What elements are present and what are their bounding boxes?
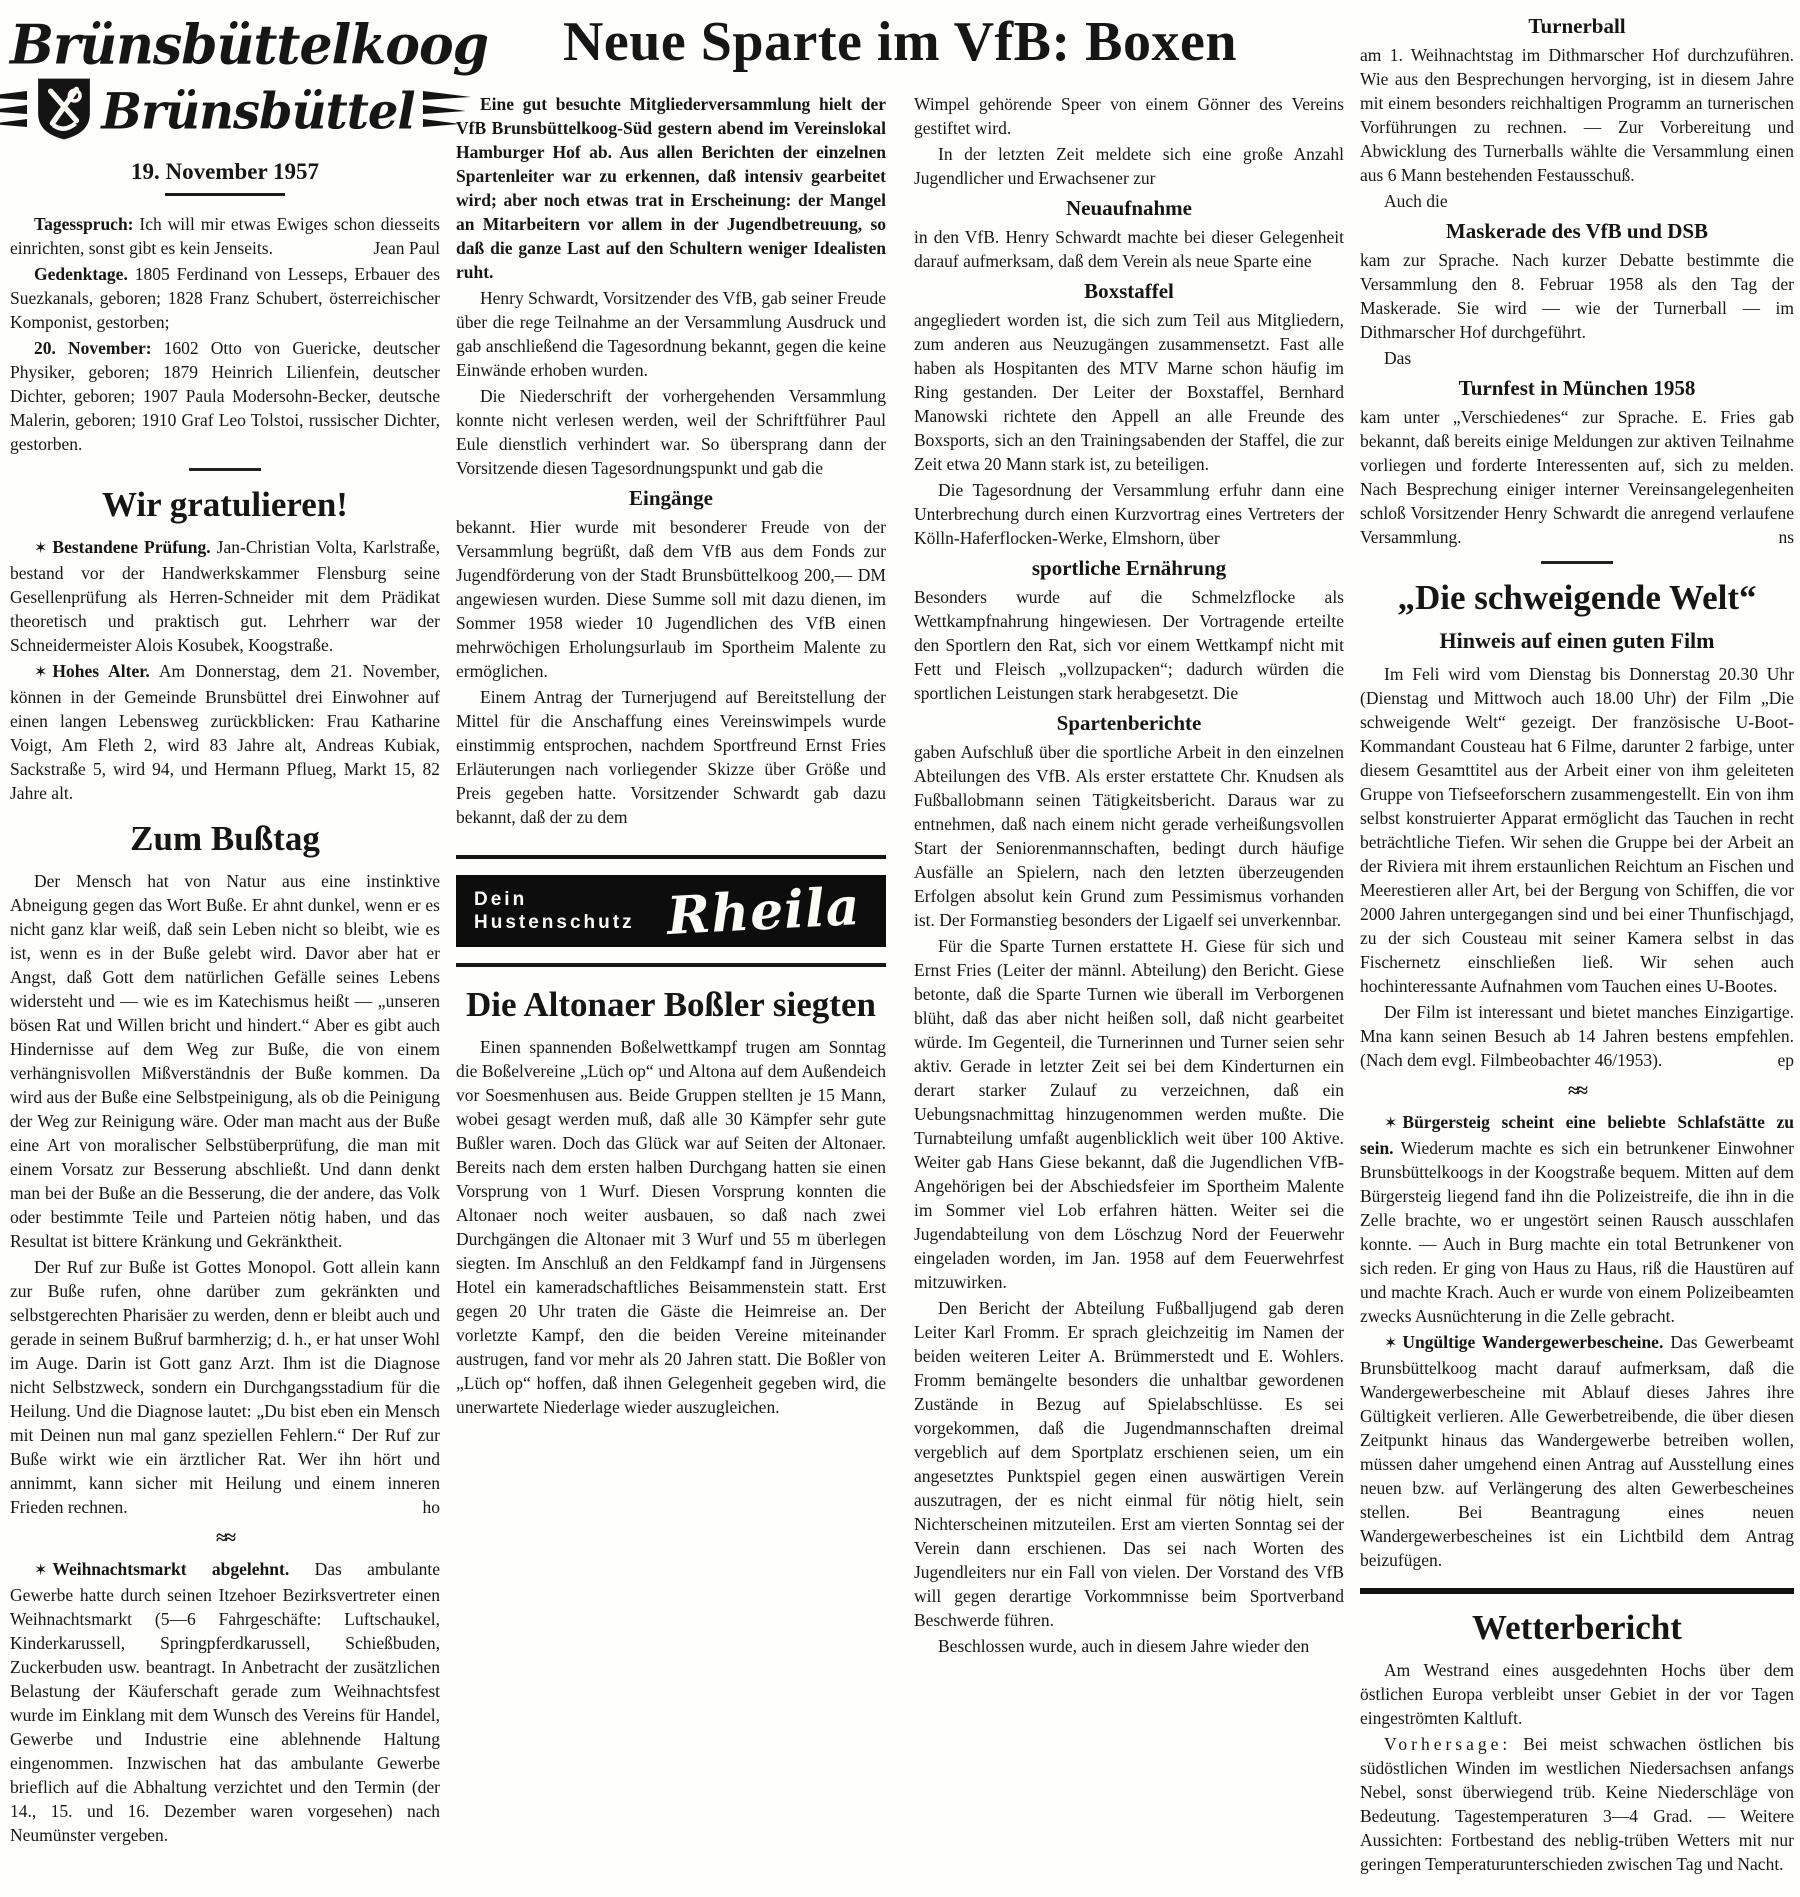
star-icon: ✶	[34, 540, 48, 557]
film-subtitle: Hinweis auf einen guten Film	[1439, 628, 1715, 653]
vfb-continuation-9: Den Bericht der Abteilung Fußballjugend gab deren Leiter Karl Fromm. Er sprach gleichzeitig im Namen der beiden weiteren Leiter A. Brümmerstedt und E. Wohlers. Fromm bemängelte besonders die unhaltbar gewordenen Zustände in Bezug auf Spielabschlüsse. Es sei vorgekommen, daß die Jugendmannschaften dreimal vergeblich auf dem Sportplatz erschienen seien, um ein angesetztes Punktspiel gegen einen auswärtigen Verein auszutragen, der es nicht einmal für nötig hielt, sein Nichterscheinen mitzuteilen. Erst am vierten Sonntag sei der Verein dann erschienen. Das sei nach Worten des Jugendleiters nur ein Fall von vielen. Der Vorstand des VfB will gegen derartige Vorkommnisse beim Sportverband Beschwerde führen.	[914, 1298, 1344, 1630]
coat-of-arms-icon	[35, 76, 93, 147]
section-divider	[189, 468, 261, 471]
vfb-continuation-2: In der letzten Zeit meldete sich eine große Anzahl Jugendlicher und Erwachsener zur	[914, 144, 1344, 188]
subhead-sportliche-ernaehrung: sportliche Ernährung	[1031, 556, 1227, 580]
vfb-continuation-5: Die Tagesordnung der Versammlung erfuhr dann eine Unterbrechung durch einen Kurzvortrag eines Vertreters der Kölln-Haferflocken-Werke, Elmshorn, über	[914, 480, 1344, 548]
vorhersage-text: Bei meist schwachen östlichen bis südöstlichen Winden im westlichen Niedersachsen anfangs Nebel, sonst überwiegend trüb. Keine Niederschläge von Bedeutung. Tagestemperaturen 3—4 Grad. — Weitere Aussichten: Fortbestand des neblig-trüben Wetters mit nur geringen Temperaturunterschieden zwischen Tag und Nacht.	[1360, 1734, 1794, 1874]
pruefung-paragraph	[10, 535, 440, 657]
turnerball-paragraph: am 1. Weihnachtstag im Dithmarscher Hof durchzuführen. Wie aus den Besprechungen hervorging, ist in diesem Jahre mit einem besonders reichhaltigen Programm an turnerischen Vorführungen zu rechnen. — Zur Vorbereitung und Abwicklung des Turnerballs wählte die Versammlung einen aus 6 Mann bestehenden Festausschuß.	[1360, 45, 1794, 185]
hohes-alter-label: Hohes Alter.	[52, 661, 150, 681]
date-rule	[165, 193, 285, 196]
boessler-title: Die Altonaer Boßler siegten	[466, 985, 876, 1024]
tagesspruch-label: Tagesspruch:	[34, 214, 134, 234]
masthead	[10, 8, 489, 196]
buergersteig-text: Wiederum machte es sich ein betrunkener Einwohner Brunsbüttelkoogs in der Koogstraße bequem. Mitten auf dem Bürgersteig liegend fand ihn die Polizeistreife, die ihn in die Zelle brachte, wo er ungestört seinen Rausch ausschlafen konnte. — Auch in Burg machte ein total Betrunkener von sich reden. Er ging von Haus zu Haus, riß die Haustüren auf und machte Krach. Auch er wurde von einem Polizeibeamten zwecks Ausnüchterung in die Zelle gebracht.	[1360, 1138, 1794, 1326]
turnfest-signature: ns	[1778, 527, 1794, 547]
rheila-advertisement	[456, 875, 886, 947]
weihnachtsmarkt-label: Weihnachtsmarkt abgelehnt.	[52, 1559, 290, 1579]
ad-slogan-line1: Dein	[474, 889, 528, 910]
wetter-paragraph-1: Am Westrand eines ausgedehnten Hochs über dem östlichen Europa verbleibt unser Gebiet in der vor Tagen eingeströmten Kaltluft.	[1360, 1660, 1794, 1728]
masthead-title-line1: Brünsbüttelkoog	[10, 13, 489, 78]
auch-die-line: Auch die	[1384, 191, 1448, 211]
ad-slogan-line2: Hustenschutz	[474, 912, 635, 933]
star-icon: ✶	[1384, 1335, 1398, 1352]
buergersteig-label: Bürgersteig scheint eine beliebte Schlafstätte zu sein.	[1360, 1112, 1794, 1158]
column-3	[914, 92, 1344, 1660]
ad-brand-name: Rheila	[665, 875, 862, 947]
star-icon: ✶	[34, 664, 48, 681]
subhead-turnerball: Turnerball	[1528, 14, 1626, 38]
boessler-paragraph: Einen spannenden Boßelwettkampf trugen am Sonntag die Boßelvereine „Lüch op“ und Altona auf dem Außendeich vor Soesmenhusen aus. Beide Gruppen stellten je 15 Mann, wobei gesagt werden muß, daß alle 30 Kämpfer sehr gute Bußler waren. Doch das Glück war auf Seiten der Altonaer. Bereits nach dem ersten halben Durchgang hatten sie einen Vorsprung von 1 Wurf. Diesen Vorsprung konnten die Altonaer noch weiter ausbauen, so daß nach zwei Durchgängen die Altonaer mit 3 Wurf und 55 m überlegen siegten. Im Anschluß an den Feldkampf fand in Jürgensens Hotel ein kameradschaftliches Beisammenstein statt. Erst gegen 20 Uhr traten die Gäste die Heimreise an. Der vorletzte Kampf, den die beiden Vereine miteinander austrugen, fand vor mehr als 20 Jahren statt. Die Boßler von „Lüch op“ hoffen, daß ihnen Gelegenheit gegeben wird, die unerwartete Niederlage wieder auszugleichen.	[456, 1037, 886, 1417]
vorhersage-label: Vorhersage:	[1384, 1734, 1512, 1754]
vfb-paragraph-4: bekannt. Hier wurde mit besonderer Freude von der Versammlung begrüßt, daß dem VfB aus dem Fonds zur Jugendförderung von der Stadt Brunsbüttelkoog 200,— DM angewiesen wurden. Diese Summe soll mit dazu dienen, im Sommer 1958 wieder 10 Jugendlichen des VfB einen mehrwöchigen Erholungsurlaub im Sportheim Malente zu ermöglichen.	[456, 517, 886, 681]
das-line: Das	[1384, 348, 1412, 368]
squiggle-ornament: ≈≈	[1568, 1080, 1586, 1102]
vfb-lead-paragraph: Eine gut besuchte Mitgliederversammlung hielt der VfB Brunsbüttelkoog-Süd gestern abend im Vereinslokal Hamburger Hof ab. Aus allen Berichten der einzelnen Spartenleiter war zu erkennen, daß intensiv gearbeitet wird; aber noch etwas trat in Erscheinung: der Mangel an Mitarbeitern vor allem in der Jugendbetreuung, so daß die ganze Last auf den Schultern weniger Idealisten ruht.	[456, 94, 886, 282]
vfb-continuation-8: Für die Sparte Turnen erstattete H. Giese für sich und Ernst Fries (Leiter der männl. Abteilung) den Bericht. Giese betonte, daß die Sparte Turnen wie überall im Verborgenen blüht, daß das aber nicht heißen soll, daß nicht gearbeitet würde. Im Gegenteil, die Turnerinnen und Turner seien sehr aktiv. Gerade in letzter Zeit sei bei dem Kinderturnen ein derart starker Zulauf zu verzeichnen, daß ein Uebungsnachmittag hinzugenommen werden mußte. Die Turnabteilung umfaßt augenblicklich weit über 100 Aktive. Weiter gab Hans Giese bekannt, daß die Jugendlichen VfB-Angehörigen bei der Abschiedsfeier im Sportheim Malente im Sommer viel Lob erfahren hätten. Weiter sei die Jugendabteilung von dem Löschzug Nord der Feuerwehr eingeladen worden, im Jan. 1958 auf dem Feuerwehrfest mitzuwirken.	[914, 936, 1344, 1292]
vfb-continuation-3: in den VfB. Henry Schwardt machte bei dieser Gelegenheit darauf aufmerksam, daß dem Verein als neue Sparte eine	[914, 227, 1344, 271]
heavy-rule	[1360, 1588, 1794, 1594]
pruefung-text: Jan-Christian Volta, Karlstraße, bestand vor der Handwerkskammer Flensburg seine Gesellenprüfung als Herren-Schneider mit dem Prädikat theoretisch und praktisch gut. Lehrherr war der Schneidermeister Alois Kosubek, Koogstraße.	[10, 537, 441, 655]
vfb-continuation-1: Wimpel gehörende Speer von einem Gönner des Vereins gestiftet wird.	[914, 94, 1344, 138]
tagesspruch-author: Jean Paul	[373, 238, 440, 258]
issue-date: 19. November 1957	[130, 159, 320, 184]
gedenktage-paragraph	[10, 262, 440, 334]
film-title: „Die schweigende Welt“	[1397, 578, 1757, 617]
subhead-spartenberichte: Spartenberichte	[1056, 711, 1202, 735]
advertisement-frame	[456, 855, 886, 967]
subhead-eingaenge: Eingänge	[628, 486, 714, 510]
turnfest-paragraph	[1360, 405, 1794, 549]
maskerade-paragraph: kam zur Sprache. Nach kurzer Debatte bestimmte die Versammlung den 8. Februar 1958 als den Tag der Maskerade. Sie wird — wie der Turnerball — im Dithmarscher Hof durchgeführt.	[1360, 250, 1794, 342]
november20-label: 20. November:	[34, 338, 152, 358]
wetterbericht-title: Wetterbericht	[1472, 1608, 1682, 1647]
squiggle-ornament: ≈≈	[216, 1527, 234, 1549]
film-paragraph-1: Im Feli wird vom Dienstag bis Donnerstag 20.30 Uhr (Dienstag und Mittwoch auch 18.00 Uhr) der Film „Die schweigende Welt“ gezeigt. Der französische U-Boot-Kommandant Cousteau hat 6 Filme, darunter 2 farbige, unter diesem Gesamttitel aus der Arbeit einer von ihm geleiteten Gruppe von Tiefseeforschern zusammengestellt. Ein von ihm selbst konstruierter Apparat ermöglicht das Tauchen in recht beträchtliche Tiefen. Wir sehen die Gruppe bei der Arbeit an der Riviera mit ihrem erstaunlichen Reichtum an Fischen und Meerestieren aller Art, bei der Bergung von Schiffen, die vor 2000 Jahren untergegangen sind und bei einer Thunfischjagd, zu der sich Cousteau mit seiner Kamera selbst in das Fischernetz einschließen ließ. Wir sehen auch hochinteressante Aufnahmen vom Tauchen eines U-Bootes.	[1360, 664, 1794, 996]
film-paragraph-2	[1360, 1000, 1794, 1072]
hohes-alter-text: Am Donnerstag, dem 21. November, können in der Gemeinde Brunsbüttel drei Einwohner auf einen langen Lebensweg zurückblicken: Frau Katharine Voigt, Am Fleth 2, wird 83 Jahre alt, Andreas Kubiak, Sackstraße 5, wird 94, und Hermann Pflueg, Markt 15, 82 Jahre alt.	[10, 661, 441, 803]
gratulieren-title: Wir gratulieren!	[102, 485, 348, 524]
busstag-signature: ho	[422, 1497, 440, 1517]
busstag-paragraph-2	[10, 1255, 440, 1519]
film-signature: ep	[1777, 1050, 1794, 1070]
column-4	[1360, 8, 1794, 1897]
tagesspruch-text: Ich will mir etwas Ewiges schon diesseits einrichten, sonst gibt es kein Jenseits.	[10, 214, 440, 258]
pruefung-label: Bestandene Prüfung.	[52, 537, 211, 557]
column-2	[456, 92, 886, 1660]
wetter-paragraph-2	[1360, 1732, 1794, 1876]
vfb-paragraph-3: Die Niederschrift der vorhergehenden Versammlung konnte nicht verlesen werden, weil der Schriftführer Paul Eule dienstlich verhindert war. So übersprang dann der Vorsitzende diesen Tagesordnungspunkt und gab die	[456, 386, 886, 478]
wandergewerbe-label: Ungültige Wandergewerbescheine.	[1402, 1332, 1664, 1352]
turnfest-text: kam unter „Verschiedenes“ zur Sprache. E. Fries gab bekannt, daß bereits einige Meldungen zur aktiven Teilnahme vorliegen und forderte Interessenten auf, sich zu melden. Nach Besprechung einiger interner Vereinsangelegenheiten schloß Vorsitzender Henry Schwardt die anregend verlaufene Versammlung.	[1360, 407, 1794, 547]
november20-paragraph	[10, 336, 440, 456]
busstag-title: Zum Bußtag	[130, 819, 320, 858]
gedenktage-text: 1805 Ferdinand von Lesseps, Erbauer des Suezkanals, geboren; 1828 Franz Schubert, österreichischer Komponist, gestorben;	[10, 264, 441, 332]
weihnachtsmarkt-paragraph	[10, 1557, 440, 1847]
middle-section	[456, 8, 1344, 1897]
subhead-turnfest: Turnfest in München 1958	[1458, 376, 1696, 400]
busstag-paragraph-1: Der Mensch hat von Natur aus eine instinktive Abneigung gegen das Wort Buße. Er ahnt dunkel, wenn er es nicht ganz klar weiß, daß sein Leben nicht so bleibt, wie es ist, wenn es in der Buße gelebt wird. Davor aber hat er Angst, daß Gott dem natürlichen Gefälle seines Lebens widersteht und — wie es im Katechismus heißt — „unseren bösen Rat und Willen bricht und hindert.“ Aber es gibt auch Hindernisse auf dem Weg zur Buße, die von einem verhängnisvollen Mißverständnis der Buße kommen. Da wird aus der Buße eine Selbstpeinigung, als ob die Peinigung der Weg zur Reinigung wäre. Oder man macht aus der Buße eine Art von moralischer Selbstüberprüfung, die man mit einem Vorsatz zur Besserung abschließt. Und dann denkt man bei der Buße an die Besserung, die der andere, das Volk oder bestimmte Teile und Parteien nötig haben, und das Resultat ist bittere Kränkung und Gekränktheit.	[10, 871, 440, 1251]
november20-text: 1602 Otto von Guericke, deutscher Physiker, geboren; 1879 Heinrich Lilienfein, deutscher Dichter, geboren; 1907 Paula Modersohn-Becker, deutsche Malerin, geboren; 1910 Graf Leo Tolstoi, russischer Dichter, gestorben.	[10, 338, 441, 454]
vfb-paragraph-2: Henry Schwardt, Vorsitzender des VfB, gab seiner Freude über die rege Teilnahme an der Versammlung Ausdruck und gab anschließend die Tagesordnung bekannt, gegen die keine Einwände erhoben wurden.	[456, 288, 886, 380]
star-icon: ✶	[34, 1562, 48, 1579]
subhead-neuaufnahme: Neuaufnahme	[1065, 196, 1192, 220]
wandergewerbe-paragraph	[1360, 1330, 1794, 1572]
section-divider	[1541, 561, 1613, 564]
tagesspruch-paragraph	[10, 212, 440, 260]
film-text-2: Der Film ist interessant und bietet manches Einzigartige. Mna kann seinen Besuch ab 14 Jahren bestens empfehlen. (Nach dem evgl. Filmbeobachter 46/1953).	[1360, 1002, 1794, 1070]
masthead-title-line2-row	[10, 76, 440, 147]
wandergewerbe-text: Das Gewerbeamt Brunsbüttelkoog macht darauf aufmerksam, daß die Wandergewerbescheine mit Ablauf dieses Jahres ihre Gültigkeit verlieren. Alle Gewerbetreibende, die über diesen Zeitpunkt hinaus das Wandergewerbe betreiben wollen, müssen daher umgehend einen Antrag auf Ausstellung eines neuen bzw. auf Verlängerung des alten Gewerbescheines stellen. Bei Beantragung eines neuen Wandergewerbescheines ist ein Lichtbild dem Antrag beizufügen.	[1360, 1332, 1794, 1570]
busstag-text-2: Der Ruf zur Buße ist Gottes Monopol. Gott allein kann zur Buße rufen, ohne darüber zum gekränkten und selbstgerechten Pharisäer zu werden, denn er bleibt auch und gerade in seinem Bußruf barmherzig; d. h., er hat unser Wohl im Auge. Darin ist Gott ganz Arzt. Ihm ist die Diagnose nicht Selbstzweck, sondern ein Durchgangsstadium für die Heilung. Und die Diagnose lautet: „Du bist eben ein Mensch mit Deinen nun mal ganz speziellen Fehlern.“ Der Ruf zur Buße wirkt wie ein ärztlicher Rat. Wer ihn hört und annimmt, kann sicher mit Heilung und einem inneren Frieden rechnen.	[10, 1257, 440, 1517]
vfb-continuation-10: Beschlossen wurde, auch in diesem Jahre wieder den	[938, 1636, 1310, 1656]
masthead-title-line2: Brünsbüttel	[101, 82, 415, 141]
star-icon: ✶	[1384, 1115, 1398, 1132]
vfb-continuation-7: gaben Aufschluß über die sportliche Arbeit in den einzelnen Abteilungen des VfB. Als erster erstattete Chr. Knudsen als Fußballobmann seinen Tätigkeitsbericht. Daraus war zu entnehmen, daß nach einem nicht gerade verheißungsvollen Start der Seniorenmannschaften, bedingt durch häufige Ausfälle an Spielern, nach den letzten überzeugenden Erfolgen absolut kein Grund zum Pessimismus vorhanden ist. Der Formanstieg besonders der Ligaelf sei unverkennbar.	[914, 742, 1344, 930]
vfb-continuation-6: Besonders wurde auf die Schmelzflocke als Wettkampfnahrung hingewiesen. Der Vortragende erteilte den Sportlern den Rat, sich vor einem Wettkampf nicht mit Fett und Fleisch „vollzupacken“; dadurch würden die sportlichen Leistungen stark herabgesetzt. Die	[914, 587, 1344, 703]
speed-lines-left-icon	[0, 88, 27, 135]
weihnachtsmarkt-text: Das ambulante Gewerbe hatte durch seinen Itzehoer Bezirksvertreter einen Weihnachtsmarkt (5—6 Fahrgeschäfte: Luftschaukel, Kinderkarussell, Springpferdkarussell, Schießbuden, Zuckerbuden usw. beantragt. In Anbetracht der zusätzlichen Belastung der Käuferschaft gerade zum Weihnachtsfest wurde im Einklang mit dem Wunsch des Vereins für Handel, Gewerbe und Industrie eine ablehnende Haltung eingenommen. Inzwischen hat das ambulante Gewerbe brieflich auf die Abhaltung verzichtet und den Termin (der 14., 15. und 16. Dezember waren vorgesehen) nach Neumünster vergeben.	[10, 1559, 440, 1845]
main-headline: Neue Sparte im VfB: Boxen	[562, 11, 1238, 73]
column-1	[10, 8, 489, 1897]
vfb-paragraph-5: Einem Antrag der Turnerjugend auf Bereitstellung der Mittel für die Anschaffung eines Vereinswimpels wurde einstimmig entsprochen, nachdem Sportfreund Ernst Fries Erläuterungen nach vorliegender Skizze über Größe und Preis gegeben hatte. Vorsitzender Schwardt gab dazu bekannt, daß der zu dem	[456, 687, 886, 827]
ad-slogan	[474, 888, 635, 934]
subhead-boxstaffel: Boxstaffel	[1084, 279, 1174, 303]
vfb-continuation-4: angegliedert worden ist, die sich zum Teil aus Mitgliedern, zum anderen aus Neuzugängen zusammensetzt. Fast alle haben als Hospitanten des MTV Marne schon häufig im Ring gestanden. Der Leiter der Boxstaffel, Bernhard Manowski richtete den Appell an alle Freunde des Boxsports, sich an den Trainingsabenden der Staffel, die zur Zeit etwa 20 Mann stark ist, zu beteiligen.	[914, 310, 1344, 474]
buergersteig-paragraph	[1360, 1110, 1794, 1328]
subhead-maskerade: Maskerade des VfB und DSB	[1445, 219, 1709, 243]
hohes-alter-paragraph	[10, 659, 440, 805]
gedenktage-label: Gedenktage.	[34, 264, 128, 284]
